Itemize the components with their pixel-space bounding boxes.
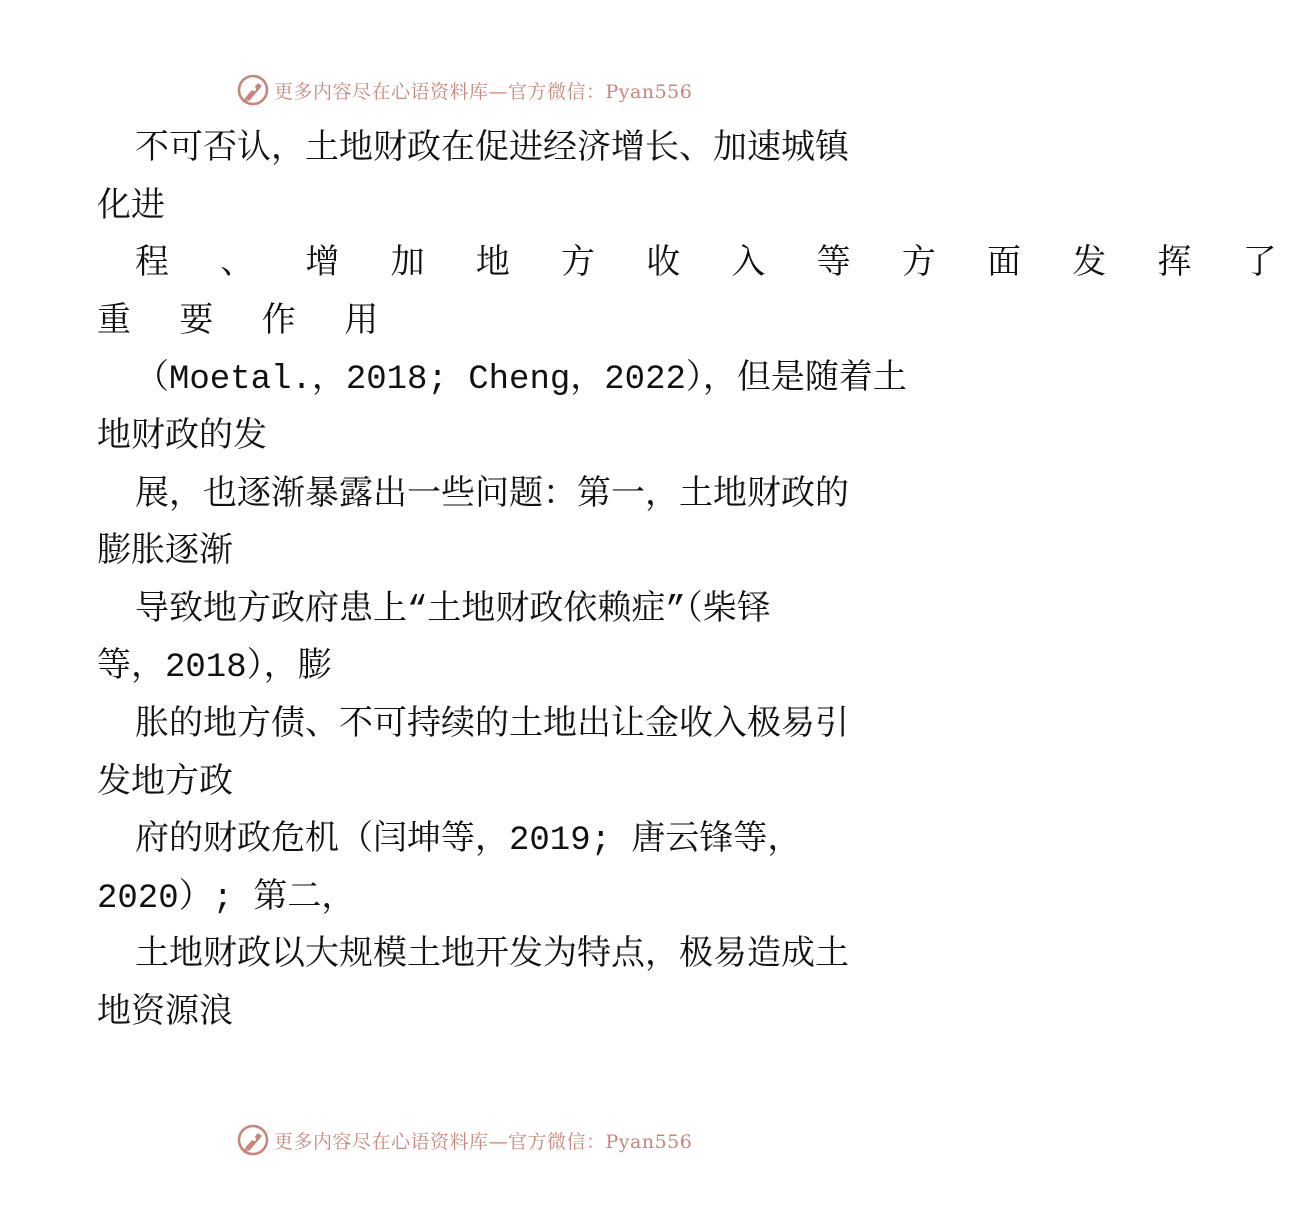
body-text — [97, 122, 1292, 1044]
text-line: 导致地方政府患上“土地财政依赖症”（柴铎 — [135, 591, 771, 630]
text-line: 地财政的发 — [97, 418, 267, 457]
text-line: 地资源浪 — [97, 994, 233, 1033]
text-line: 府的财政危机（闫坤等，2019; 唐云锋等， — [135, 822, 802, 861]
watermark-text: 更多内容尽在心语资料库—官方微信：Pyan556 — [274, 80, 693, 103]
text-line: 2020）; 第二， — [97, 879, 356, 918]
text-line: 化进 — [97, 188, 165, 227]
text-line: 发地方政 — [97, 764, 233, 803]
text-line: 程 、 增 加 地 方 收 入 等 方 面 发 挥 了 — [135, 246, 1292, 285]
text-line: （Moetal.，2018; Cheng，2022），但是随着土 — [135, 361, 907, 400]
text-line: 等，2018），膨 — [97, 649, 332, 688]
watermark-text: 更多内容尽在心语资料库—官方微信：Pyan556 — [274, 1130, 693, 1153]
watermark-footer — [236, 1122, 692, 1158]
text-line: 不可否认，土地财政在促进经济增长、加速城镇 — [135, 131, 849, 169]
text-line: 胀的地方债、不可持续的土地出让金收入极易引 — [135, 706, 849, 745]
watermark-header — [236, 72, 692, 108]
pen-logo-icon — [236, 73, 270, 107]
text-line: 重 要 作 用 — [97, 303, 393, 342]
pen-logo-icon — [236, 1123, 270, 1157]
text-line: 土地财政以大规模土地开发为特点，极易造成土 — [135, 937, 849, 976]
text-line: 膨胀逐渐 — [97, 534, 233, 573]
text-line: 展，也逐渐暴露出一些问题：第一，土地财政的 — [135, 476, 849, 515]
